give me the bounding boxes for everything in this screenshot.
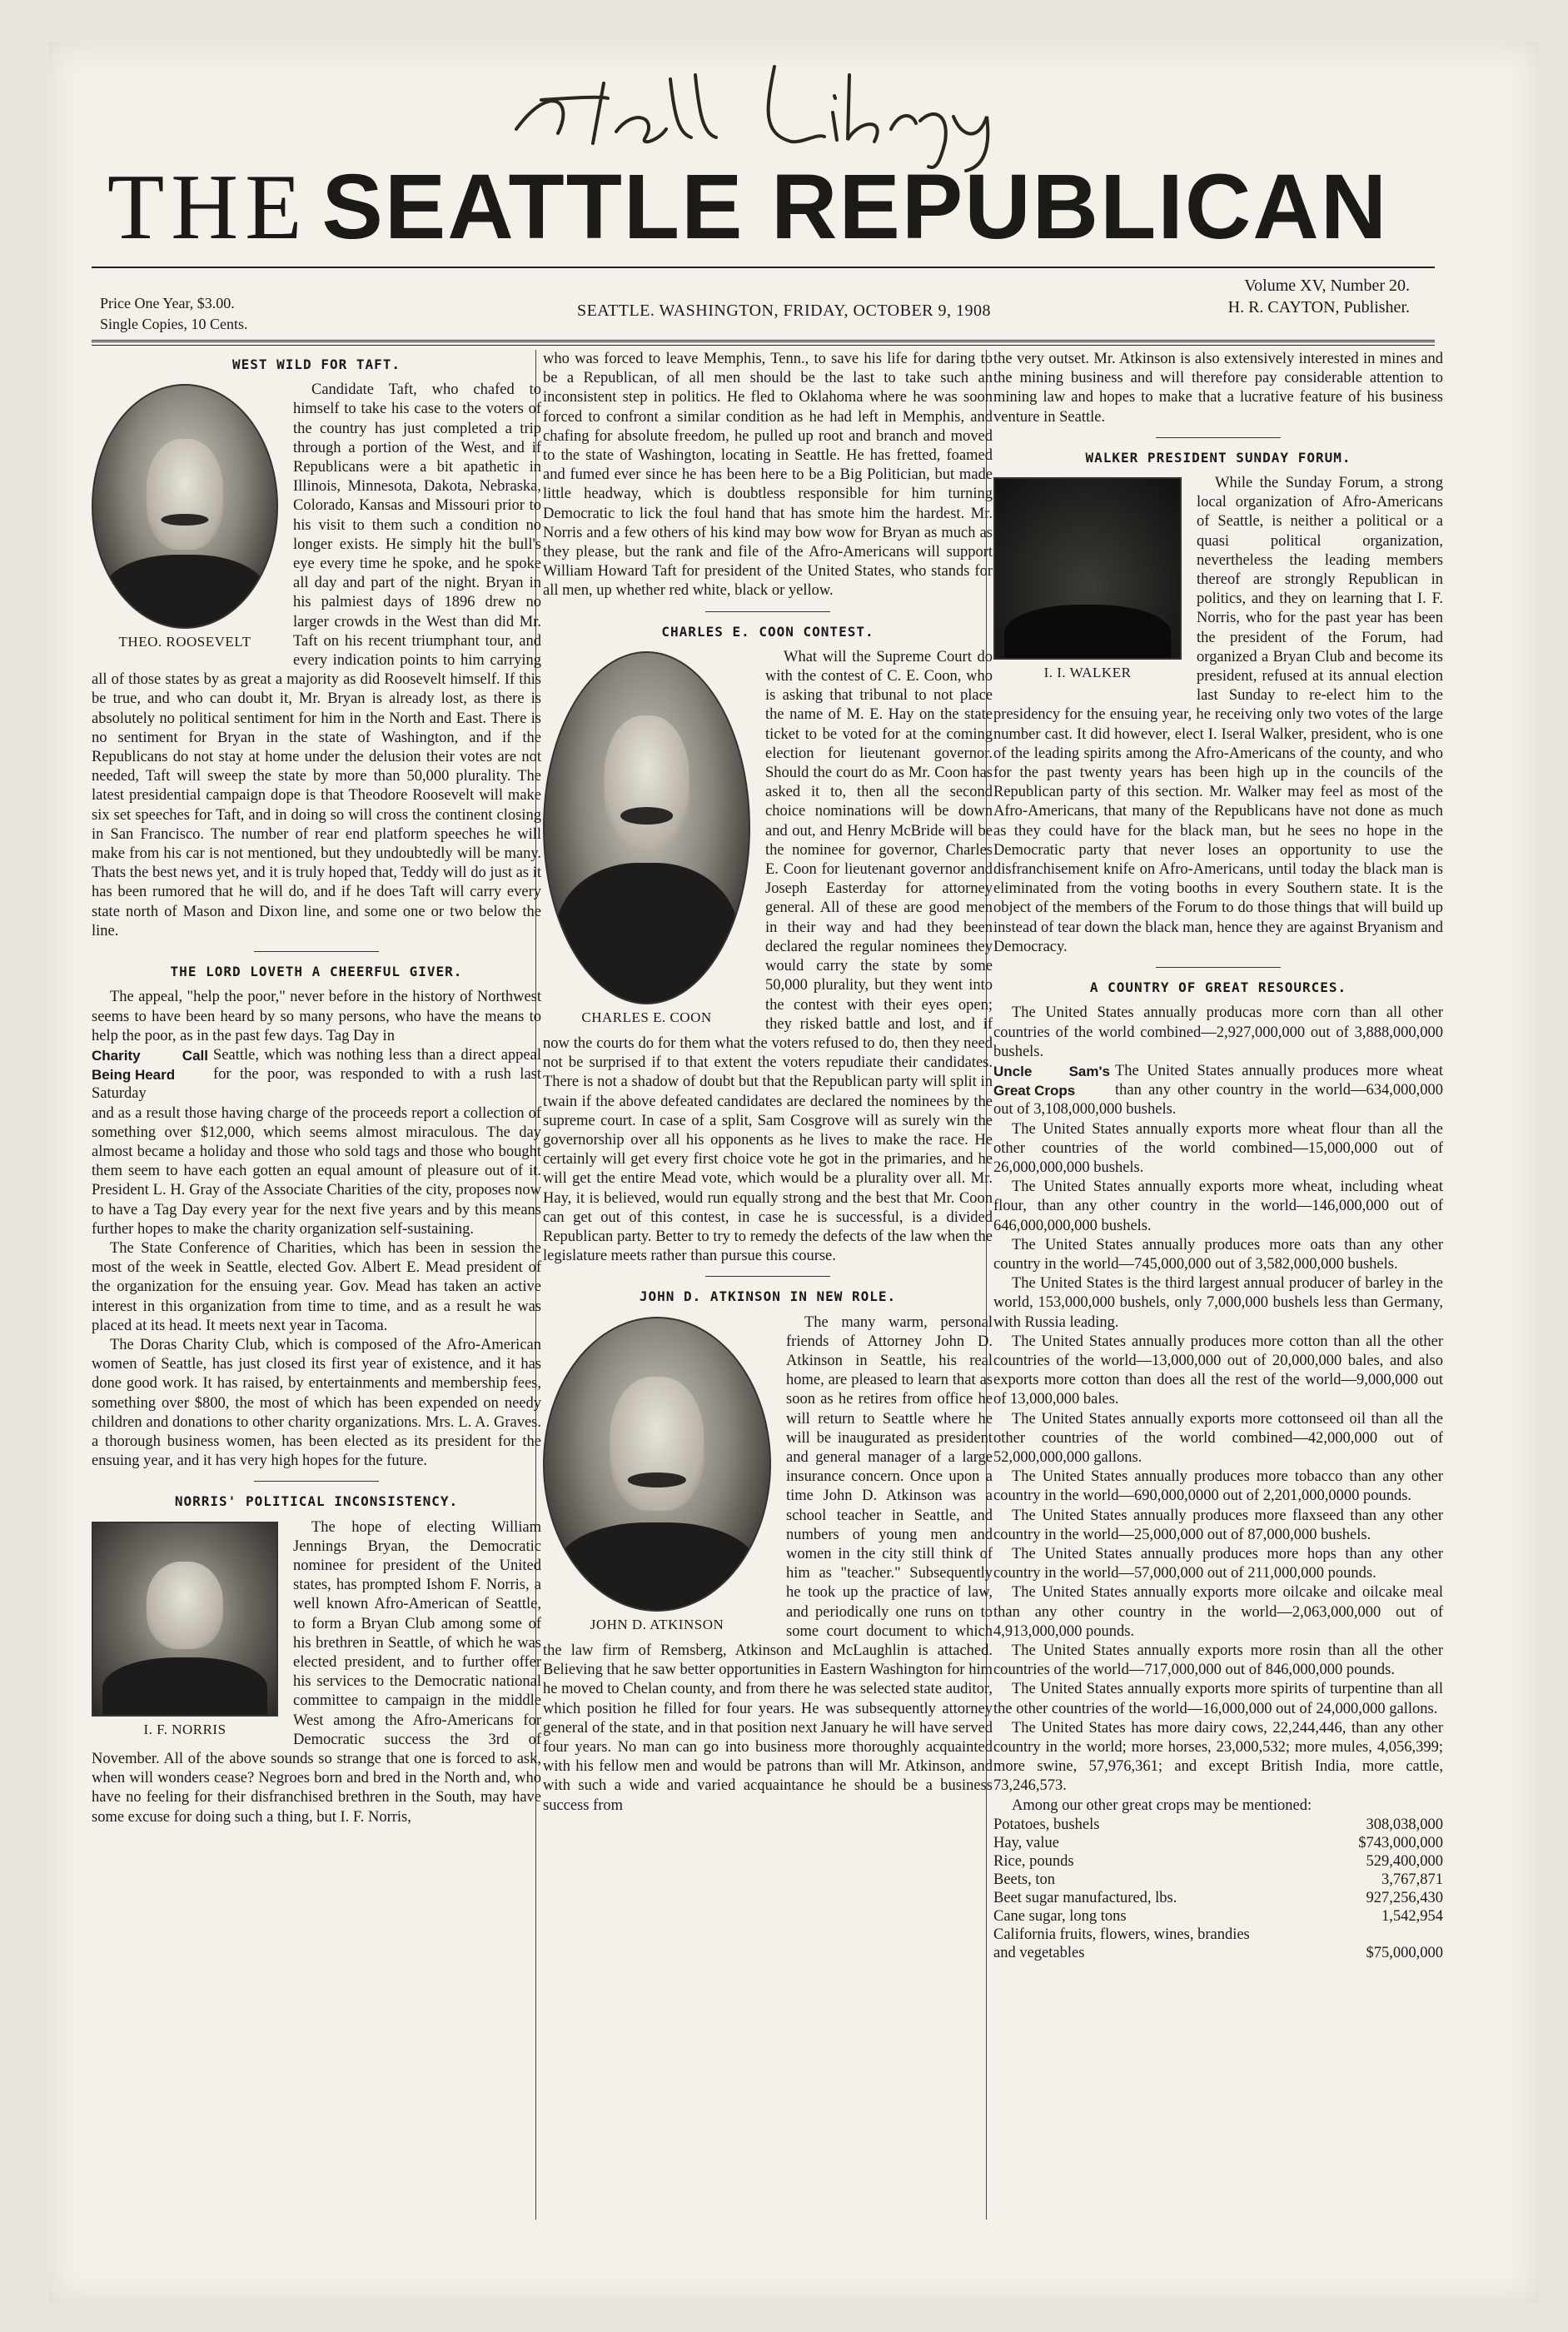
column-3 (993, 350, 1443, 1962)
article-norris-continued: who was forced to leave Memphis, Tenn., to save his life for daring to be a Republican, of all men should be the last to take such an inconsistent step in politics. He fled to Oklahoma where he was soon forced to confront a similar condition as he had left in Memphis, and chafing for absolute freedom, he pulled up root and branch and moved to the state of Washington, locating in Seattle. He has fretted, foamed and fumed ever since he has been here to be a Big Politician, but made little headway, which is doubtless responsible for him turning Democratic to lick the foul hand that has smote him the hardest. Mr. Norris and a few others of his kind may bow wow for Bryan as much as they please, but the rank and file of the Afro-Americans will support William Howard Taft for president of the United States, who stands for all men, up whether red white, black or yellow. (543, 351, 993, 600)
portrait-atkinson (543, 1317, 771, 1634)
crop-row (993, 1944, 1443, 1962)
caption-roosevelt: THEO. ROOSEVELT (118, 634, 251, 650)
masthead-rule (92, 267, 1435, 268)
caption-norris: I. F. NORRIS (143, 1721, 226, 1737)
resources-other-crops: Among our other great crops may be mentioned: (1012, 1796, 1312, 1814)
portrait-coon (543, 651, 750, 1027)
resources-oats: The United States annually produces more oats than any other country in the world—745,000,000 out of 3,582,000,000 bushels. (993, 1236, 1443, 1273)
caption-walker: I. I. WALKER (1043, 665, 1132, 681)
resources-tobacco: The United States annually produces more tobacco than any other country in the world—690,000,0000 out of 2,201,000,0000 pounds. (993, 1468, 1443, 1505)
divider (705, 611, 830, 612)
header-rule (92, 340, 1435, 346)
headline-resources: A COUNTRY OF GREAT RESOURCES. (1089, 979, 1347, 996)
crop-name: and vegetables (993, 1944, 1085, 1961)
headline-west-wild: WEST WILD FOR TAFT. (231, 356, 401, 372)
portrait-walker (993, 477, 1182, 682)
roosevelt-photo (92, 384, 278, 629)
resources-hops: The United States annually produces more hops than any other country in the world—57,000,000 out of 211,000,000 pounds. (993, 1545, 1443, 1582)
column-2 (543, 350, 993, 1816)
crops-table (993, 1816, 1443, 1962)
crop-name: Cane sugar, long tons (993, 1907, 1127, 1925)
crop-value: 308,038,000 (1366, 1816, 1443, 1833)
resources-corn: The United States annually producas more corn than all other countries of the world combined—2,927,000,000 out of 3,888,000,000 bushels. (993, 1004, 1443, 1060)
sidehead-great-crops: Uncle Sam's Great Crops (993, 1063, 1110, 1099)
crop-name: California fruits, flowers, wines, brandies (993, 1926, 1250, 1943)
crop-value: 1,542,954 (1381, 1907, 1443, 1925)
divider (254, 951, 379, 952)
resources-wheat: The United States annually produces more wheat than any other country in the world—634,000,000 out of 3,108,000,000 bushels. (993, 1062, 1443, 1119)
headline-cheerful-giver: THE LORD LOVETH A CHEERFUL GIVER. (170, 964, 463, 980)
headline-norris: NORRIS' POLITICAL INCONSISTENCY. (174, 1493, 459, 1510)
column-1 (92, 350, 541, 1827)
crop-row (993, 1834, 1443, 1852)
article-norris: The hope of electing William Jennings Bryan, the Democratic nominee for president of the United states, has prompted Ishom F. Norris, a well known Afro-American of Seattle, to form a Bryan Club among some of his brethren in Seattle, of which he was elected president, and to further offer his services to the Democratic national committee to campaign in the middle West among the Afro-Americans for Democratic success the 3rd of November. All of the above sounds so strange that one is forced to ask, when will wonders cease? Negroes born and bred in the North and, who have no feeling for their disfranchised brethren in the South, may have some excuse for doing such a thing, but I. F. Norris, (92, 1518, 541, 1826)
resources-rosin: The United States annually exports more rosin than all the other countries of the world—717,000,000 out of 846,000,000 pounds. (993, 1642, 1443, 1679)
caption-coon: CHARLES E. COON (581, 1009, 712, 1025)
resources-livestock: The United States has more dairy cows, 22,244,446, than any other country in the world; more horses, 23,000,532; more mules, 4,056,399; more swine, 57,976,361; and except British India, more cattle, 73,246,573. (993, 1719, 1443, 1795)
publisher-line: H. R. CAYTON, Publisher. (1227, 298, 1410, 316)
article-walker: While the Sunday Forum, a strong local organization of Afro-Americans of Seattle, is neither a political or a quasi political organization, nevertheless the leading members thereof are strongly Republican in politics, and they on learning that I. F. Norris, who for the past year has been the president of the Forum, had organized a Bryan Club and become its president, refused at its annual election last Sunday to re-elect him to the presidency for the ensuing year, he receiving only two votes of the large number cast. It did however, elect I. Iseral Walker, president, who is one of the leading spirits among the Afro-Americans of the county, and who for the past twenty years has been high up in the councils of the Republican party of this section. Mr. Walker may feel as most of the Afro-Americans, that many of the Republicans have not done as much as they could have for the black man, but he sees no hope in the Democratic party that never loses an opportunity to use the disfranchisement knife on Afro-Americans, until today the black man is eliminated from the voting booths in every Southern state. It is the object of the members of the Forum to do those things that will build up instead of tear down the black man, hence they are against Bryanism and Democracy. (993, 475, 1443, 955)
article-atkinson-continued: the very outset. Mr. Atkinson is also extensively interested in mines and the mining business and will therefore pay considerable attention to mining law and hopes to make that a lucrative feature of his business venture in Seattle. (993, 351, 1443, 426)
walker-photo (993, 477, 1182, 660)
crop-value: 529,400,000 (1366, 1852, 1443, 1870)
article-conference: The State Conference of Charities, which has been in session the most of the week in Seattle, elected Gov. Albert E. Mead president of the organization for the ensuing year. Gov. Mead has taken an active interest in this organization from time to time, and as a result he was placed at its head. It meets next year in Tacoma. (92, 1239, 541, 1334)
masthead-the: THE (107, 156, 309, 259)
crop-name: Beet sugar manufactured, lbs. (993, 1889, 1177, 1906)
crop-row (993, 1852, 1443, 1871)
portrait-roosevelt (92, 384, 278, 651)
masthead (65, 154, 1431, 262)
article-doras-club: The Doras Charity Club, which is composed of the Afro-American women of Seattle, has just closed its first year of existence, and it has done good work. It has raised, by entertainments and membership fees, something over $800, the most of which has been expended on needy children and donations to other charity organizations. Mrs. L. A. Graves. a thorough business women, has been elected as its president for the ensuing year, and it has very high hopes for the future. (92, 1336, 541, 1470)
divider (1156, 967, 1281, 968)
resources-cottonseed: The United States annually exports more cottonseed oil than all the other countries of the world combined—42,000,000 out of 52,000,000,000 gallons. (993, 1410, 1443, 1466)
portrait-norris (92, 1522, 278, 1739)
divider (1156, 437, 1281, 438)
price-line: Price One Year, $3.00. (100, 295, 235, 311)
crop-value (1332, 1926, 1443, 1944)
article-cheerful-giver-body: and as a result those having charge of the proceeds report a collection of something over $12,000, which seems almost miraculous. The day almost became a holiday and those who sold tags and those who bought them seem to have each gotten an equal amount of pleasure out of it. President L. H. Gray of the Associate Charities of the city, proposes now to have a Tag Day every year for the next five years and by this means further hopes to make the charity organization self-sustaining. (92, 1104, 541, 1238)
crop-row (993, 1871, 1443, 1889)
article-cheerful-giver-side: Seattle, which was nothing less than a direct appeal for the poor, was responded to with a rush last Saturday (92, 1046, 541, 1103)
atkinson-photo (543, 1317, 771, 1612)
headline-walker: WALKER PRESIDENT SUNDAY FORUM. (1085, 449, 1351, 466)
crop-row (993, 1889, 1443, 1907)
resources-wheat-exports: The United States annually exports more wheat, including wheat flour, than any other country in the world—146,000,000 out of 646,000,000,000 bushels. (993, 1178, 1443, 1234)
volume-info (1228, 275, 1410, 318)
headline-coon-contest: CHARLES E. COON CONTEST. (661, 623, 874, 640)
crop-row (993, 1907, 1443, 1926)
article-west-wild: Candidate Taft, who chafed to himself to take his case to the voters of the country has just completed a trip through a portion of the West, and if Republicans were a bit apathetic in Illinois, Minnesota, Dakota, Nebraska, Colorado, Kansas and Missouri prior to his visit to them such a condition no longer exists. He simply hit the bull's eye every time he spoke, and he spoke all day and part of the night. Bryan in his palmiest days of 1896 drew no larger crowds in the West than did Mr. Taft on his recent triumphant tour, and every indication points to him carrying all of those states by as great a majority as did Roosevelt himself. If this be true, and who can doubt it, Mr. Bryan is already lost, as there is absolutely no political sentiment for him in the North and East. There is no sentiment for Bryan in the state of Washington, and if the Republicans do not stay at home under the delusion their votes are not needed, Taft will sweep the state by more than 50,000 plurality. The latest presidential campaign dope is that Theodore Roosevelt will make six set speeches for Taft, and in doing so will cross the continent closing in San Francisco. The number of rear end platform speeches he will make from his car is not mentioned, but they undoubtedly will be many. Thats the best news yet, and it is truly hoped that, Teddy will do just as it has been rumored that he will do, and if he does Taft will carry every state north of Mason and Dixon line, and some one or two below the line. (92, 381, 541, 939)
crop-name: Potatoes, bushels (993, 1816, 1100, 1833)
coon-photo (543, 651, 750, 1004)
resources-barley: The United States is the third largest annual producer of barley in the world, 153,000,000 bushels, only 7,000,000 bushels less than Germany, with Russia leading. (993, 1275, 1443, 1331)
norris-photo (92, 1522, 278, 1717)
headline-atkinson: JOHN D. ATKINSON IN NEW ROLE. (639, 1288, 897, 1305)
masthead-title: SEATTLE REPUBLICAN (321, 156, 1389, 258)
crop-name: Hay, value (993, 1834, 1059, 1851)
resources-turpentine: The United States annually exports more spirits of turpentine than all the other countries of the world—16,000,000 out of 24,000,000 gallons. (993, 1681, 1443, 1717)
divider (254, 1481, 379, 1482)
sidehead-charity-call: Charity Call Being Heard (92, 1047, 208, 1083)
resources-oilcake: The United States annually exports more oilcake and oilcake meal than any other country in the world—2,063,000,000 out of 4,913,000,000 pounds. (993, 1584, 1443, 1640)
crop-value: 927,256,430 (1366, 1889, 1443, 1906)
crop-row (993, 1926, 1443, 1944)
article-atkinson: The many warm, personal friends of Attorney John D. Atkinson in Seattle, his real home, are pleased to learn that as soon as he retires from office he will return to Seattle where he will be inaugurated as president and general manager of a large insurance concern. Once upon a time John D. Atkinson was a school teacher in Seattle, and numbers of young men and women in the city still think of him as "teacher." Subsequently he took up the practice of law, and periodically one runs on to some court document to which the law firm of Remsberg, Atkinson and McLaughlin is attached. Believing that he saw better opportunities in Eastern Washington for him he moved to Chelan county, and from there he was selected state auditor, which position he filled for four years. He was subsequently attorney general of the state, and in that position next January he will have served four years. No man can go into business more thoroughly acquainted with his fellow men and would be patrons than will Mr. Atkinson, and with such a wide and varied acquaintance he should be a business success from (543, 1313, 993, 1814)
crop-name: Beets, ton (993, 1871, 1055, 1888)
article-coon-contest: What will the Supreme Court do with the contest of C. E. Coon, who is asking that tribunal to not place the name of M. E. Hay on the state ticket to be voted for at the coming election for lieutenant governor. Should the court do as Mr. Coon has asked it to, then all the second choice nominations will be down and out, and Henry McBride will be the nominee for governor, Charles E. Coon for lieutenant governor and Joseph Easterday for attorney general. All of these are good men in their way and had they been declared the regular nominees they would carry the state by some 50,000 plurality, but they went into the contest with their eyes open; they risked battle and lost, and if now the courts do for them what the voters refused to do, then they need not be surprised if to that extent the voters repudiate their candidates. There is not a shadow of doubt but that the Republican party will split in twain if the above defeated candidates are declared the nominees by the supreme court. In case of a split, Sam Cosgrove will as surely win the governorship over all his opponents as he lives to make the race. He certainly will get every first choice vote he got in the primaries, and he will get the entire Mead vote, which would be a plurality over all. Mr. Hay, it is believed, would run equally strong and the best that Mr. Coon can get out of this contest, in case he is successful, is a divided Republican party. Better to try to remedy the defects of the law when the legislature meets rather than pursue this course. (543, 648, 993, 1265)
volume-line: Volume XV, Number 20. (1244, 277, 1410, 295)
article-cheerful-giver-intro: The appeal, "help the poor," never before in the history of Northwest seems to have been heard by so many persons, who have the means to help the poor, as in the past few days. Tag Day in (92, 989, 541, 1044)
crop-value: $75,000,000 (1366, 1944, 1443, 1961)
divider (705, 1276, 830, 1277)
crop-value: $743,000,000 (1358, 1834, 1443, 1851)
caption-atkinson: JOHN D. ATKINSON (590, 1616, 724, 1632)
crop-row (993, 1816, 1443, 1834)
crop-name: Rice, pounds (993, 1852, 1074, 1870)
resources-cotton: The United States annually produces more cotton than all the other countries of the world—13,000,000 out of 20,000,000 bales, and also exports more cotton than does all the rest of the world—9,000,000 out of 13,000,000 bales. (993, 1333, 1443, 1408)
resources-flour: The United States annually exports more wheat flour than all the other countries of the world combined—15,000,000 out of 26,000,000,000 bushels. (993, 1120, 1443, 1176)
single-copy-line: Single Copies, 10 Cents. (100, 316, 248, 332)
dateline: SEATTLE. WASHINGTON, FRIDAY, OCTOBER 9, 1908 (576, 301, 992, 320)
resources-flaxseed: The United States annually produces more flaxseed than any other country in the world—25,000,000 out of 87,000,000 bushels. (993, 1507, 1443, 1543)
crop-value: 3,767,871 (1381, 1871, 1443, 1888)
